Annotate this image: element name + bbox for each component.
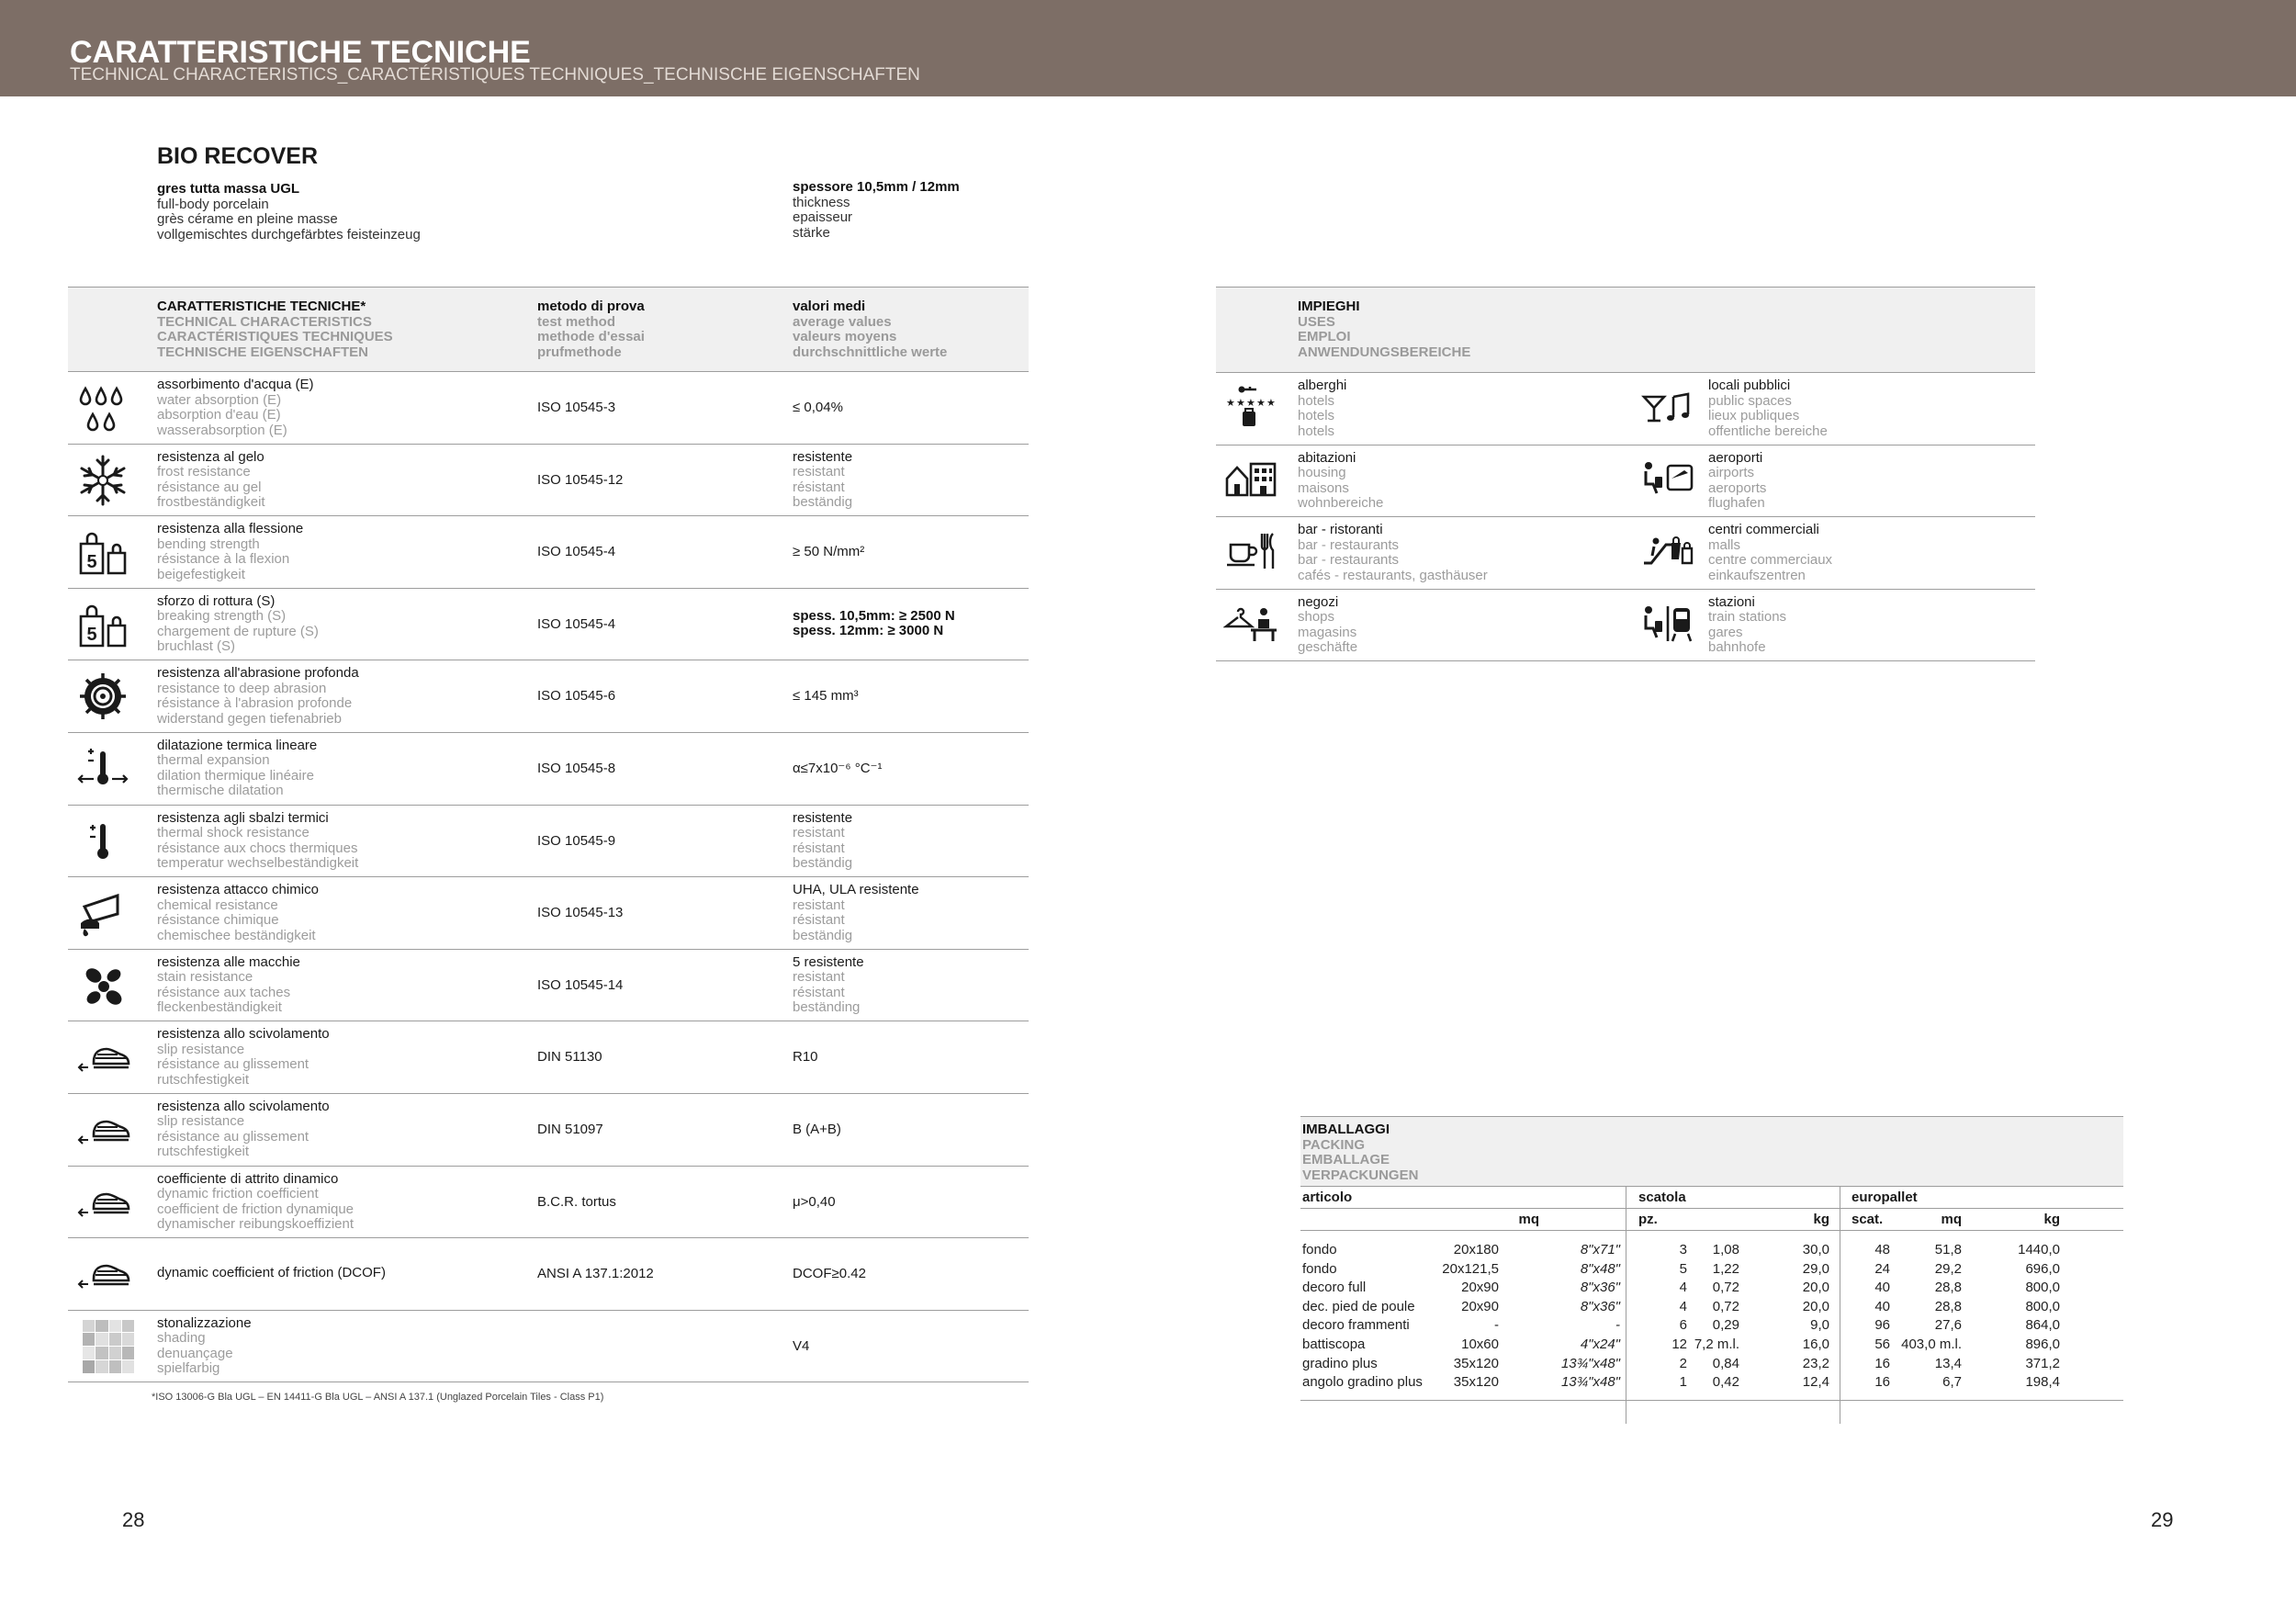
thermal-expansion-icon (75, 742, 130, 795)
packing-subheader: pz. mq kg scat. mq kg (1300, 1209, 2123, 1231)
use-malls: centri commerciali malls centre commerciaux einkaufszentren (1708, 522, 1833, 583)
escalator-shopping-icon (1640, 528, 1695, 574)
packing-cell-inch: 8"x36" (1580, 1298, 1620, 1314)
header-title: CARATTERISTICHE TECNICHE (70, 35, 531, 70)
tech-row-chemical-resistance (68, 877, 1029, 950)
packing-row (1300, 1374, 2123, 1393)
packing-cell-kg: 20,0 (1802, 1298, 1829, 1314)
packing-table (1300, 1116, 2123, 1401)
product-material: gres tutta massa UGL full-body porcelain grès cérame en pleine masse vollgemischtes durchgefärbtes feisteinzeug (157, 181, 421, 242)
packing-cell-boxes: 40 (1874, 1280, 1890, 1296)
cocktail-music-icon (1640, 384, 1695, 430)
tech-value: ≤ 145 mm³ (793, 688, 859, 705)
packing-cell-cm: 20x121,5 (1442, 1260, 1499, 1277)
packing-cell-name: fondo (1302, 1260, 1337, 1277)
packing-row (1300, 1336, 2123, 1356)
packing-cell-pcs: 6 (1679, 1317, 1687, 1334)
use-shops: negozi shops magasins geschäfte (1298, 593, 1358, 656)
product-thickness: spessore 10,5mm / 12mm thickness epaisseur stärke (793, 179, 960, 241)
use-public-spaces: locali pubblici public spaces lieux publiques offentliche bereiche (1708, 378, 1828, 439)
tech-desc: assorbimento d'acqua (E) water absorption (E) absorption d'eau (E) wasserabsorption (E) (157, 377, 314, 438)
abrasion-gear-icon (75, 670, 130, 723)
packing-cell-boxes: 16 (1874, 1374, 1890, 1391)
packing-cell-pallet-kg: 198,4 (2025, 1374, 2060, 1391)
packing-cell-sqm: 0,42 (1712, 1374, 1739, 1391)
tech-row-bending-strength (68, 516, 1029, 589)
packing-cell-sqm: 0,29 (1712, 1317, 1739, 1334)
packing-cell-name: decoro full (1302, 1280, 1367, 1296)
packing-cell-pallet-kg: 864,0 (2025, 1317, 2060, 1334)
packing-cell-pcs: 3 (1679, 1242, 1687, 1257)
group-box: scatola (1638, 1190, 1686, 1205)
packing-table-header: IMBALLAGGI PACKING EMBALLAGE VERPACKUNGEN (1300, 1116, 2123, 1187)
packing-cell-cm: 35x120 (1453, 1355, 1499, 1371)
snowflake-icon (75, 454, 130, 507)
tech-row-frost-resistance (68, 445, 1029, 517)
stain-splash-icon (75, 959, 130, 1012)
tech-value: μ>0,40 (793, 1193, 836, 1210)
packing-cell-cm: 20x90 (1461, 1280, 1499, 1296)
svg-text:5: 5 (86, 624, 97, 645)
packing-cell-pallet-kg: 1440,0 (2018, 1242, 2060, 1257)
tech-row-stain-resistance (68, 950, 1029, 1022)
tech-value: spess. 10,5mm: ≥ 2500 N spess. 12mm: ≥ 3000 N (793, 607, 955, 639)
tech-value: resistente resistant résistant beständig (793, 448, 853, 511)
svg-text:★: ★ (1256, 397, 1266, 409)
packing-cell-pallet-kg: 800,0 (2025, 1280, 2060, 1296)
packing-cell-pcs: 5 (1679, 1260, 1687, 1277)
tech-row-thermal-expansion (68, 733, 1029, 806)
shoe-friction-icon (75, 1176, 130, 1229)
tech-desc: resistenza alla flessione bending strength résistance à la flexion beigefestigkeit (157, 521, 304, 582)
header-subtitle: TECHNICAL CHARACTERISTICS_CARACTÉRISTIQUES TECHNIQUES_TECHNISCHE EIGENSCHAFTEN (70, 65, 920, 85)
tech-method: DIN 51097 (537, 1121, 603, 1137)
tech-row-thermal-shock (68, 806, 1029, 878)
tech-desc: dynamic coefficient of friction (DCOF) (157, 1265, 386, 1281)
packing-cell-pcs: 1 (1679, 1374, 1687, 1391)
packing-cell-cm: - (1494, 1317, 1499, 1334)
packing-cell-sqm: 0,72 (1712, 1298, 1739, 1314)
packing-body (1300, 1231, 2123, 1401)
weight-bending-icon (75, 525, 130, 579)
tech-value: α≤7x10⁻⁶ °C⁻¹ (793, 760, 883, 776)
packing-cell-name: battiscopa (1302, 1336, 1366, 1352)
packing-cell-name: fondo (1302, 1242, 1337, 1257)
packing-cell-pallet-sqm: 28,8 (1934, 1280, 1962, 1296)
header-characteristics: CARATTERISTICHE TECNICHE* TECHNICAL CHARACTERISTICS CARACTÉRISTIQUES TECHNIQUES TECHNISCHE EIGENSCHAFTEN (157, 299, 393, 360)
tech-method: DIN 51130 (537, 1049, 602, 1066)
airport-icon (1640, 457, 1695, 502)
svg-text:5: 5 (86, 552, 97, 573)
packing-cell-boxes: 40 (1874, 1298, 1890, 1314)
packing-cell-sqm: 1,08 (1712, 1242, 1739, 1257)
tech-desc: dilatazione termica lineare thermal expansion dilation thermique linéaire thermische dilatation (157, 737, 318, 799)
uses-row (1216, 517, 2035, 590)
tech-row-water-absorption (68, 372, 1029, 445)
chemical-flask-icon (75, 886, 130, 940)
technical-characteristics-table (68, 287, 1029, 1382)
tech-table-header (68, 287, 1029, 372)
tech-value: V4 (793, 1337, 810, 1354)
tech-row-deep-abrasion (68, 660, 1029, 733)
header-method: metodo di prova test method methode d'essai prufmethode (537, 299, 645, 360)
packing-cell-name: decoro frammenti (1302, 1317, 1410, 1334)
use-hotels: alberghi hotels hotels hotels (1298, 378, 1347, 439)
houses-icon (1223, 457, 1278, 502)
shoe-slip-icon (75, 1031, 130, 1084)
uses-table (1216, 287, 2035, 661)
packing-row (1300, 1261, 2123, 1280)
train-station-icon (1640, 601, 1695, 647)
coffee-cutlery-icon (1223, 528, 1278, 574)
tech-method: ISO 10545-6 (537, 688, 616, 705)
tech-value: 5 resistente resistant résistant beständing (793, 953, 864, 1016)
shop-counter-icon (1223, 601, 1278, 647)
uses-row (1216, 373, 2035, 445)
tech-row-dcof (68, 1238, 1029, 1311)
tech-method: ISO 10545-8 (537, 760, 616, 776)
packing-cell-boxes: 24 (1874, 1260, 1890, 1277)
packing-row (1300, 1299, 2123, 1318)
packing-cell-inch: - (1615, 1317, 1620, 1334)
use-housing: abitazioni housing maisons wohnbereiche (1298, 449, 1384, 512)
tech-desc: sforzo di rottura (S) breaking strength (S) chargement de rupture (S) bruchlast (S) (157, 592, 319, 655)
packing-cell-inch: 4"x24" (1580, 1336, 1620, 1352)
tech-row-dynamic-friction (68, 1167, 1029, 1239)
packing-cell-pallet-sqm: 27,6 (1934, 1317, 1962, 1334)
packing-row (1300, 1317, 2123, 1336)
page-number-left: 28 (122, 1508, 145, 1531)
use-train-stations: stazioni train stations gares bahnhofe (1708, 593, 1787, 656)
packing-cell-cm: 10x60 (1461, 1336, 1499, 1352)
packing-cell-pallet-sqm: 51,8 (1934, 1242, 1962, 1257)
tech-desc: resistenza alle macchie stain resistance résistance aux taches fleckenbeständigkeit (157, 953, 300, 1016)
packing-cell-inch: 8"x71" (1580, 1242, 1620, 1257)
tech-footnote: *ISO 13006-G Bla UGL – EN 14411-G Bla UGL – ANSI A 137.1 (Unglazed Porcelain Tiles - Class P1) (152, 1392, 604, 1403)
packing-cell-pallet-kg: 896,0 (2025, 1336, 2060, 1352)
packing-cell-pallet-kg: 800,0 (2025, 1298, 2060, 1314)
packing-cell-name: dec. pied de poule (1302, 1298, 1415, 1314)
packing-cell-pallet-kg: 371,2 (2025, 1355, 2060, 1371)
tech-value: R10 (793, 1049, 818, 1066)
packing-cell-boxes: 96 (1874, 1317, 1890, 1334)
packing-cell-kg: 23,2 (1802, 1355, 1829, 1371)
header-values: valori medi average values valeurs moyens durchschnittliche werte (793, 299, 948, 360)
packing-cell-inch: 8"x36" (1580, 1280, 1620, 1296)
packing-cell-pallet-sqm: 28,8 (1934, 1298, 1962, 1314)
tech-desc: resistenza agli sbalzi termici thermal shock resistance résistance aux chocs thermiques temperatur wechselbeständigkeit (157, 809, 359, 872)
use-airports: aeroporti airports aeroports flughafen (1708, 449, 1767, 512)
packing-cell-inch: 13¾"x48" (1560, 1374, 1620, 1391)
tech-method: B.C.R. tortus (537, 1193, 616, 1210)
packing-row (1300, 1280, 2123, 1299)
packing-cell-sqm: 0,84 (1712, 1355, 1739, 1371)
packing-cell-pallet-sqm: 29,2 (1934, 1260, 1962, 1277)
packing-row (1300, 1242, 2123, 1261)
svg-text:★: ★ (1246, 397, 1255, 409)
packing-cell-inch: 8"x48" (1580, 1260, 1620, 1277)
hotel-icon (1223, 384, 1278, 430)
tech-desc: resistenza allo scivolamento slip resistance résistance au glissement rutschfestigkeit (157, 1026, 330, 1088)
weight-breaking-icon (75, 598, 130, 651)
shading-swatch-icon (83, 1320, 134, 1373)
packing-cell-sqm: 1,22 (1712, 1260, 1739, 1277)
tech-desc: resistenza attacco chimico chemical resistance résistance chimique chemischee beständigkeit (157, 882, 319, 943)
packing-cell-pallet-sqm: 13,4 (1934, 1355, 1962, 1371)
product-name: BIO RECOVER (157, 143, 319, 169)
packing-cell-pcs: 12 (1671, 1336, 1687, 1352)
packing-cell-kg: 29,0 (1802, 1260, 1829, 1277)
page-number-right: 29 (2151, 1508, 2174, 1531)
tech-row-breaking-strength (68, 589, 1029, 661)
svg-text:★: ★ (1226, 397, 1235, 409)
shoe-dcof-icon (75, 1247, 130, 1301)
tech-value: resistente resistant résistant beständig (793, 809, 853, 872)
tech-row-slip-resistance-din51130 (68, 1021, 1029, 1094)
packing-cell-inch: 13¾"x48" (1560, 1355, 1620, 1371)
thermometer-icon (75, 815, 130, 868)
tech-row-slip-resistance-din51097 (68, 1094, 1029, 1167)
packing-cell-pallet-sqm: 403,0 m.l. (1901, 1336, 1962, 1352)
tech-row-shading (68, 1311, 1029, 1383)
tech-desc: coefficiente di attrito dinamico dynamic friction coefficient coefficient de friction dynamique dynamischer reibungskoeffizient (157, 1170, 355, 1233)
tech-value: ≥ 50 N/mm² (793, 544, 865, 560)
packing-cell-pcs: 4 (1679, 1298, 1687, 1314)
packing-row (1300, 1356, 2123, 1375)
shoe-slip-icon (75, 1103, 130, 1156)
tech-desc: stonalizzazione shading denuançage spielfarbig (157, 1314, 252, 1377)
packing-cell-boxes: 48 (1874, 1242, 1890, 1257)
packing-cell-boxes: 16 (1874, 1355, 1890, 1371)
uses-row (1216, 445, 2035, 518)
tech-desc: resistenza al gelo frost resistance résistance au gel frostbeständigkeit (157, 448, 265, 511)
uses-row (1216, 590, 2035, 662)
svg-text:★: ★ (1266, 397, 1276, 409)
packing-cell-pallet-sqm: 6,7 (1942, 1374, 1962, 1391)
packing-cell-cm: 20x180 (1453, 1242, 1499, 1257)
packing-cell-kg: 16,0 (1802, 1336, 1829, 1352)
packing-cell-sqm: 0,72 (1712, 1280, 1739, 1296)
packing-cell-pcs: 4 (1679, 1280, 1687, 1296)
packing-cell-kg: 9,0 (1810, 1317, 1829, 1334)
packing-cell-kg: 12,4 (1802, 1374, 1829, 1391)
tech-method: ISO 10545-14 (537, 976, 624, 993)
use-bar-restaurants: bar - ristoranti bar - restaurants bar - restaurants cafés - restaurants, gasthäuser (1298, 522, 1488, 583)
uses-table-header: IMPIEGHI USES EMPLOI ANWENDUNGSBEREICHE (1216, 287, 2035, 373)
packing-cell-pcs: 2 (1679, 1355, 1687, 1371)
packing-group-header (1300, 1187, 2123, 1209)
group-pallet: europallet (1851, 1190, 1918, 1205)
packing-cell-name: gradino plus (1302, 1355, 1378, 1371)
tech-value: UHA, ULA resistente resistant résistant beständig (793, 882, 919, 943)
tech-method: ISO 10545-4 (537, 615, 616, 632)
packing-cell-kg: 20,0 (1802, 1280, 1829, 1296)
packing-cell-sqm: 7,2 m.l. (1694, 1336, 1739, 1352)
tech-desc: resistenza allo scivolamento slip resistance résistance au glissement rutschfestigkeit (157, 1098, 330, 1160)
group-article: articolo (1302, 1190, 1353, 1205)
tech-method: ISO 10545-12 (537, 471, 624, 488)
water-drops-icon (75, 381, 130, 434)
tech-value: B (A+B) (793, 1121, 841, 1137)
tech-desc: resistenza all'abrasione profonda resistance to deep abrasion résistance à l'abrasion profonde widerstand gegen tiefenabrieb (157, 665, 359, 727)
tech-method: ISO 10545-4 (537, 544, 616, 560)
tech-method: ISO 10545-9 (537, 832, 616, 849)
page-header (0, 0, 2296, 96)
tech-method: ISO 10545-13 (537, 905, 624, 921)
packing-cell-name: angolo gradino plus (1302, 1374, 1423, 1391)
tech-method: ISO 10545-3 (537, 400, 616, 415)
packing-cell-kg: 30,0 (1802, 1242, 1829, 1257)
tech-value: DCOF≥0.42 (793, 1266, 866, 1282)
packing-cell-cm: 35x120 (1453, 1374, 1499, 1391)
svg-text:★: ★ (1236, 397, 1245, 409)
tech-method: ANSI A 137.1:2012 (537, 1266, 654, 1282)
packing-cell-pallet-kg: 696,0 (2025, 1260, 2060, 1277)
packing-cell-boxes: 56 (1874, 1336, 1890, 1352)
tech-value: ≤ 0,04% (793, 400, 843, 415)
packing-cell-cm: 20x90 (1461, 1298, 1499, 1314)
